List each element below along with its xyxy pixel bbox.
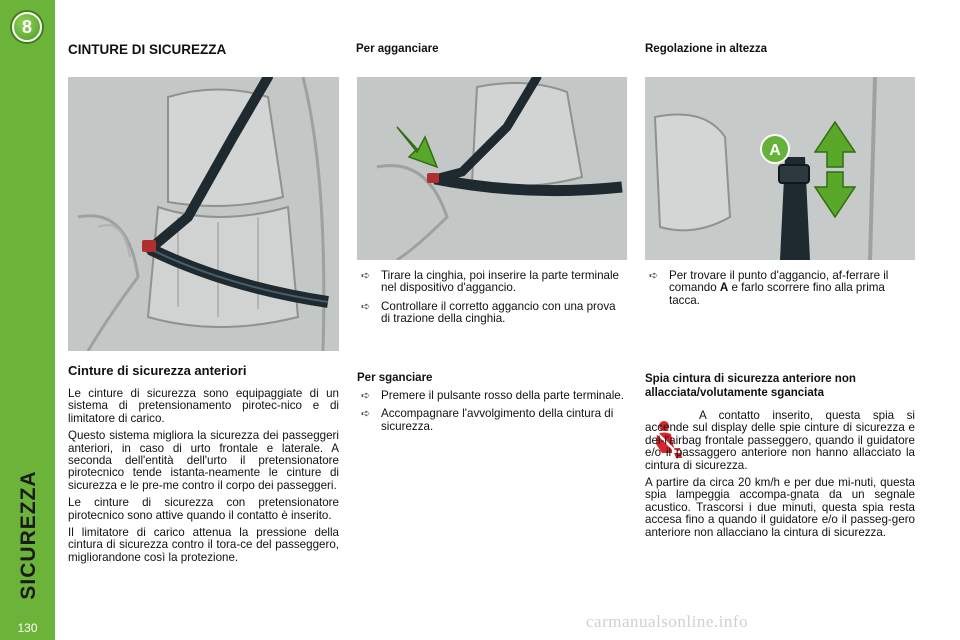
list-item: ➪ Controllare il corretto aggancio con una prova di trazione della cinghia. xyxy=(361,299,616,326)
bullet-arrow-icon: ➪ xyxy=(361,300,371,313)
paragraph: Le cinture di sicurezza con pretensionatore pirotecnico sono attive quando il contatto è inserito. xyxy=(68,496,339,522)
bullet-arrow-icon: ➪ xyxy=(361,390,371,402)
chapter-sidebar xyxy=(0,0,55,640)
chapter-number-badge: 8 xyxy=(12,12,42,42)
height-adjust-label-a: A xyxy=(769,142,781,159)
front-belts-heading: Cinture di sicurezza anteriori xyxy=(68,363,247,378)
agganciare-heading: Per agganciare xyxy=(356,43,439,55)
height-adjust-instructions xyxy=(645,270,915,313)
bullet-arrow-icon: ➪ xyxy=(649,270,659,282)
spia-heading: Spia cintura di sicurezza anteriore non allacciata/volutamente sganciata xyxy=(645,373,856,399)
paragraph: A partire da circa 20 km/h e per due mi-nuti, questa spia lampeggia accompa-gnata da un segnale acustico. Trascorsi i due minuti, questa spia resta accesa fino a quando il guidatore e/o il passeg-gero anteriore non allacciano la cintura di sicurezza. xyxy=(645,476,915,539)
paragraph: Questo sistema migliora la sicurezza dei passeggeri anteriori, in caso di urto frontale e laterale. A seconda dell'entità dell'urto il pretensionatore pirotecnico tende istanta-neamente le cinture di sicurezza e le pre-me contro il corpo dei passeggeri. xyxy=(68,429,339,492)
fasten-belt-photo xyxy=(357,77,627,260)
list-item: ➪ Premere il pulsante rosso della parte terminale. xyxy=(361,389,624,402)
bullet-arrow-icon: ➪ xyxy=(361,408,371,421)
height-adjust-photo xyxy=(645,77,915,260)
section-title-text: SICUREZZA xyxy=(17,470,40,600)
unfasten-instructions xyxy=(357,390,627,439)
spia-text xyxy=(645,410,915,544)
page-number: 130 xyxy=(0,616,55,640)
page-title: CINTURE DI SICUREZZA xyxy=(68,42,227,57)
paragraph: Il limitatore di carico attenua la pressione della cintura di sicurezza contro il tora-ce del passeggero, migliorandone così la protezione. xyxy=(68,526,339,564)
front-belts-text xyxy=(68,388,339,569)
watermark: carmanualsonline.info xyxy=(586,612,749,631)
list-item: ➪ Tirare la cinghia, poi inserire la parte terminale nel dispositivo d'aggancio. xyxy=(361,269,619,295)
bullet-arrow-icon: ➪ xyxy=(361,270,371,282)
paragraph: A contatto inserito, questa spia si accende sul display delle spie cinture di sicurezza e del-l'airbag frontale passeggero, quando il guidatore e/o il passaggero anteriore non hanno allacciato la cintura di sicurezza. xyxy=(645,409,915,472)
seat-belt-photo xyxy=(68,77,339,351)
list-item: ➪ Per trovare il punto d'aggancio, af-ferrare il comando A e farlo scorrere fino alla prima tacca. xyxy=(649,269,889,307)
fasten-instructions xyxy=(357,270,627,332)
paragraph: Le cinture di sicurezza sono equipaggiate di un sistema di pretensionamento pirotec-nico e di limitatore di carico. xyxy=(68,387,339,425)
sganciare-heading: Per sganciare xyxy=(357,372,433,384)
regolazione-heading: Regolazione in altezza xyxy=(645,43,768,55)
list-item: ➪ Accompagnare l'avvolgimento della cintura di sicurezza. xyxy=(361,407,614,433)
section-title-vertical xyxy=(9,460,49,610)
